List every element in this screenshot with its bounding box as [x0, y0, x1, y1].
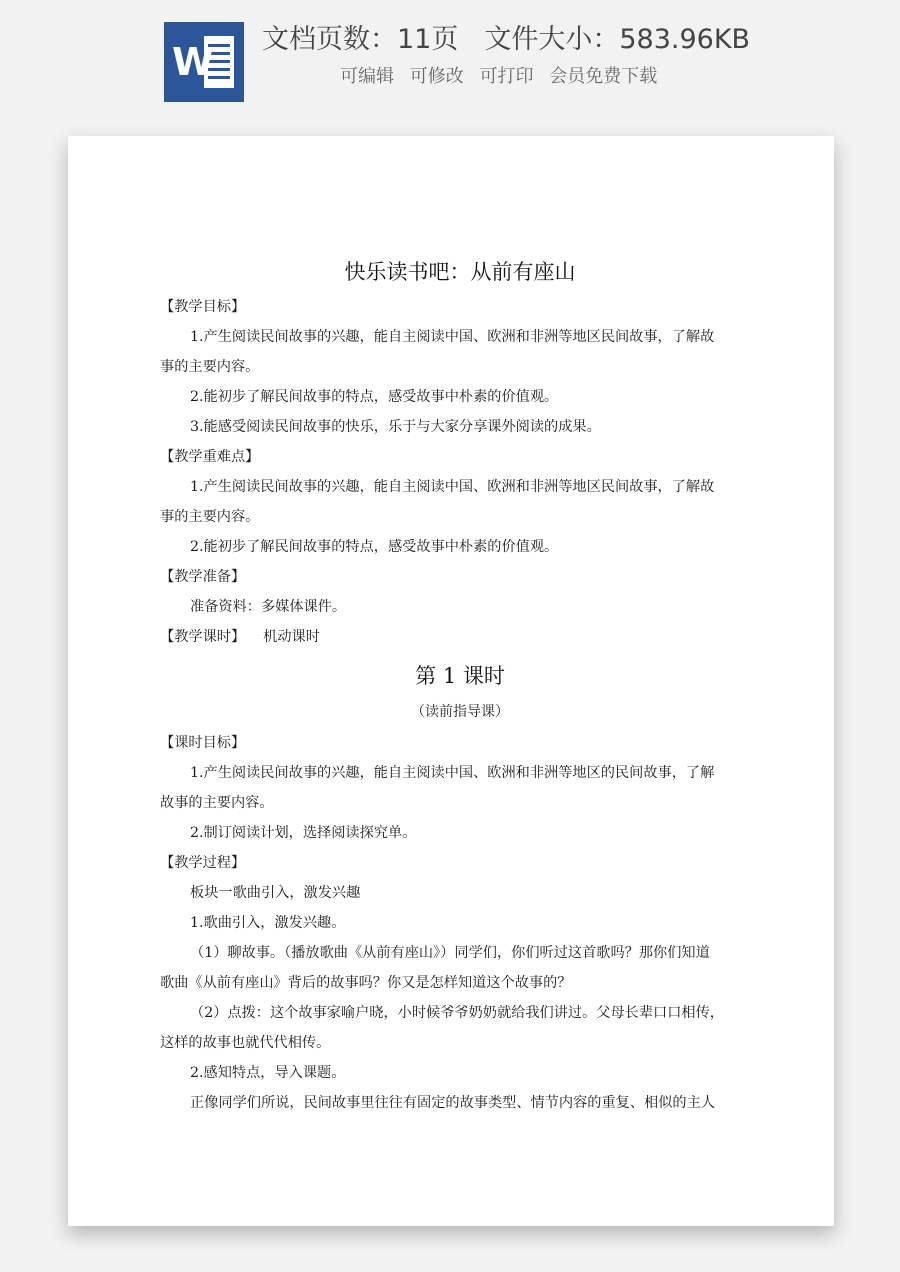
key-1-line-1: 1.产生阅读民间故事的兴趣，能自主阅读中国、欧洲和非洲等地区民间故事，了解故 [190, 479, 715, 495]
doc-title: 快乐读书吧：从前有座山 [344, 260, 576, 284]
goal-2: 2.能初步了解民间故事的特点，感受故事中朴素的价值观。 [190, 389, 559, 405]
substep-2-line-1: （2）点拨：这个故事家喻户晓，小时候爷爷奶奶就给我们讲过。父母长辈口口相传， [190, 1005, 724, 1021]
key-2: 2.能初步了解民间故事的特点，感受故事中朴素的价值观。 [190, 539, 559, 555]
feature-modifiable: 可修改 [409, 66, 464, 87]
goal-1-line-2: 事的主要内容。 [160, 359, 260, 375]
feature-editable: 可编辑 [340, 66, 394, 87]
period-row [160, 622, 760, 652]
heading-key-points: 【教学重难点】 [160, 449, 260, 465]
goal-3: 3.能感受阅读民间故事的快乐，乐于与大家分享课外阅读的成果。 [190, 419, 601, 435]
key-1-line-2: 事的主要内容。 [160, 509, 260, 525]
page-count: 文档页数：11页 [262, 24, 459, 55]
heading-lesson-goals: 【课时目标】 [160, 735, 246, 751]
heading-period: 【教学课时】 [160, 629, 246, 645]
substep-1-line-2: 歌曲《从前有座山》背后的故事吗？你又是怎样知道这个故事的？ [160, 975, 572, 991]
download-header [0, 0, 900, 120]
lesson-title: 第 1 课时 [415, 664, 505, 688]
last-paragraph: 正像同学们所说，民间故事里往往有固定的故事类型、情节内容的重复、相似的主人 [190, 1095, 715, 1111]
lesson-goal-1-line-2: 故事的主要内容。 [160, 795, 274, 811]
feature-free-download: 会员免费下载 [549, 66, 658, 87]
lesson-goal-2: 2.制订阅读计划，选择阅读探究单。 [190, 825, 417, 841]
step-1: 1.歌曲引入，激发兴趣。 [190, 915, 346, 931]
substep-2-line-2: 这样的故事也就代代相传。 [160, 1035, 331, 1051]
lesson-subtitle: （读前指导课） [411, 704, 509, 720]
file-info [262, 20, 776, 60]
word-doc-icon [164, 22, 244, 102]
feature-list [340, 62, 667, 92]
preparation: 准备资料：多媒体课件。 [190, 599, 347, 615]
substep-1-line-1: （1）聊故事。（播放歌曲《从前有座山》）同学们，你们听过这首歌吗？那你们知道 [190, 945, 710, 961]
document-body [160, 254, 760, 1118]
goal-1-line-1: 1.产生阅读民间故事的兴趣，能自主阅读中国、欧洲和非洲等地区民间故事，了解故 [190, 329, 715, 345]
heading-goals: 【教学目标】 [160, 299, 246, 315]
heading-preparation: 【教学准备】 [160, 569, 246, 585]
period-value: 机动课时 [263, 629, 320, 645]
feature-printable: 可打印 [479, 66, 534, 87]
lesson-goal-1-line-1: 1.产生阅读民间故事的兴趣，能自主阅读中国、欧洲和非洲等地区的民间故事，了解 [190, 765, 715, 781]
step-2: 2.感知特点，导入课题。 [190, 1065, 346, 1081]
file-size: 文件大小：583.96KB [484, 24, 751, 55]
heading-process: 【教学过程】 [160, 855, 246, 871]
block-1: 板块一歌曲引入，激发兴趣 [190, 885, 361, 901]
document-page [68, 136, 834, 1226]
word-letter: W [172, 40, 214, 84]
